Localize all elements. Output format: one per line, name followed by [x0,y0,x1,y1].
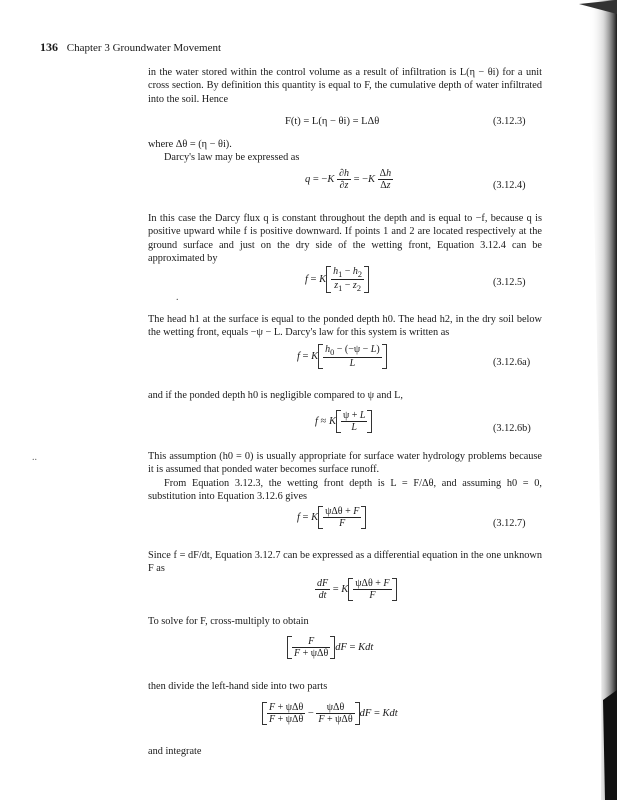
paragraph-11: then divide the left-hand side into two parts [148,681,328,692]
equation-number-3-12-7: (3.12.7) [493,518,526,529]
equation-cross-multiplied: $\frac{F}{\text{F + ψΔθ}}$ dF = Kdt [287,636,373,659]
equation-number-3-12-6a: (3.12.6a) [493,357,531,368]
paragraph-8: From Equation 3.12.3, the wetting front depth is L = F/Δθ, and assuming h0 = 0, substitution into Equation 3.12.6 gives [148,478,542,503]
equation-3-12-5: f = K $\frac{h_1 - h_2}{z_1 - z_2}$ [305,266,369,293]
equation-3-12-3: F(t) = L(η − θi) = LΔθ [285,116,380,127]
equation-3-12-4: q = −K $\frac{\partial h}{\partial z}$ = −K $\frac{\Delta h}{\Delta z}$ [305,168,392,191]
paragraph-3: Darcy's law may be expressed as [164,152,300,163]
margin-dots: .. [32,452,37,463]
equation-differential: $\frac{dF}{dt}$ = K $\frac{\text{ψΔθ + F}}{F}$ [315,578,397,601]
equation-split: $\frac{\text{F + ψΔθ}}{\text{F + ψΔθ}}$ − $\frac{\text{ψΔθ}}{\text{F + ψΔθ}}$ dF = Kdt [262,702,398,725]
equation-number-3-12-4: (3.12.4) [493,180,526,191]
equation-number-3-12-3: (3.12.3) [493,116,526,127]
paragraph-10: To solve for F, cross-multiply to obtain [148,616,309,627]
paragraph-4: In this case the Darcy flux q is constant throughout the depth and is equal to −f, because q is positive upward while f is positive downward. If points 1 and 2 are located respectively at the ground surface and just on the dry side of the wetting front, Equation 3.12.4 can be approximated by [148,213,542,265]
paragraph-2: where Δθ = (η − θi). [148,139,232,150]
paragraph-5: The head h1 at the surface is equal to the ponded depth h0. The head h2, in the dry soil below the wetting front, equals −ψ − L. Darcy's law for this system is written as [148,314,542,339]
equation-3-12-6a: f = K $\frac{h_0 - (-\psi - L)}{L}$ [297,344,387,369]
paragraph-12: and integrate [148,746,202,757]
equation-number-3-12-5: (3.12.5) [493,277,526,288]
paragraph-6: and if the ponded depth h0 is negligible compared to ψ and L, [148,390,403,401]
paragraph-7: This assumption (h0 = 0) is usually appropriate for surface water hydrology problems because it is assumed that ponded water becomes surface runoff. [148,451,542,476]
stray-dot: . [176,292,179,303]
equation-3-12-6b: f ≈ K $\frac{\psi + L}{L}$ [315,410,372,433]
page-number: 136 [40,40,58,54]
paragraph-9: Since f = dF/dt, Equation 3.12.7 can be expressed as a differential equation in the one unknown F as [148,550,542,575]
equation-number-3-12-6b: (3.12.6b) [493,423,531,434]
paragraph-1: in the water stored within the control volume as a result of infiltration is L(η − θi) for a unit cross section. By definition this quantity is equal to F, the cumulative depth of water infiltrated into the soil. Hence [148,67,542,105]
equation-3-12-7: f = K $\frac{\text{ψΔθ + F}}{F}$ [297,506,366,529]
page-header [40,40,221,55]
running-title: Chapter 3 Groundwater Movement [66,42,222,54]
book-spine-shadow [519,0,617,800]
